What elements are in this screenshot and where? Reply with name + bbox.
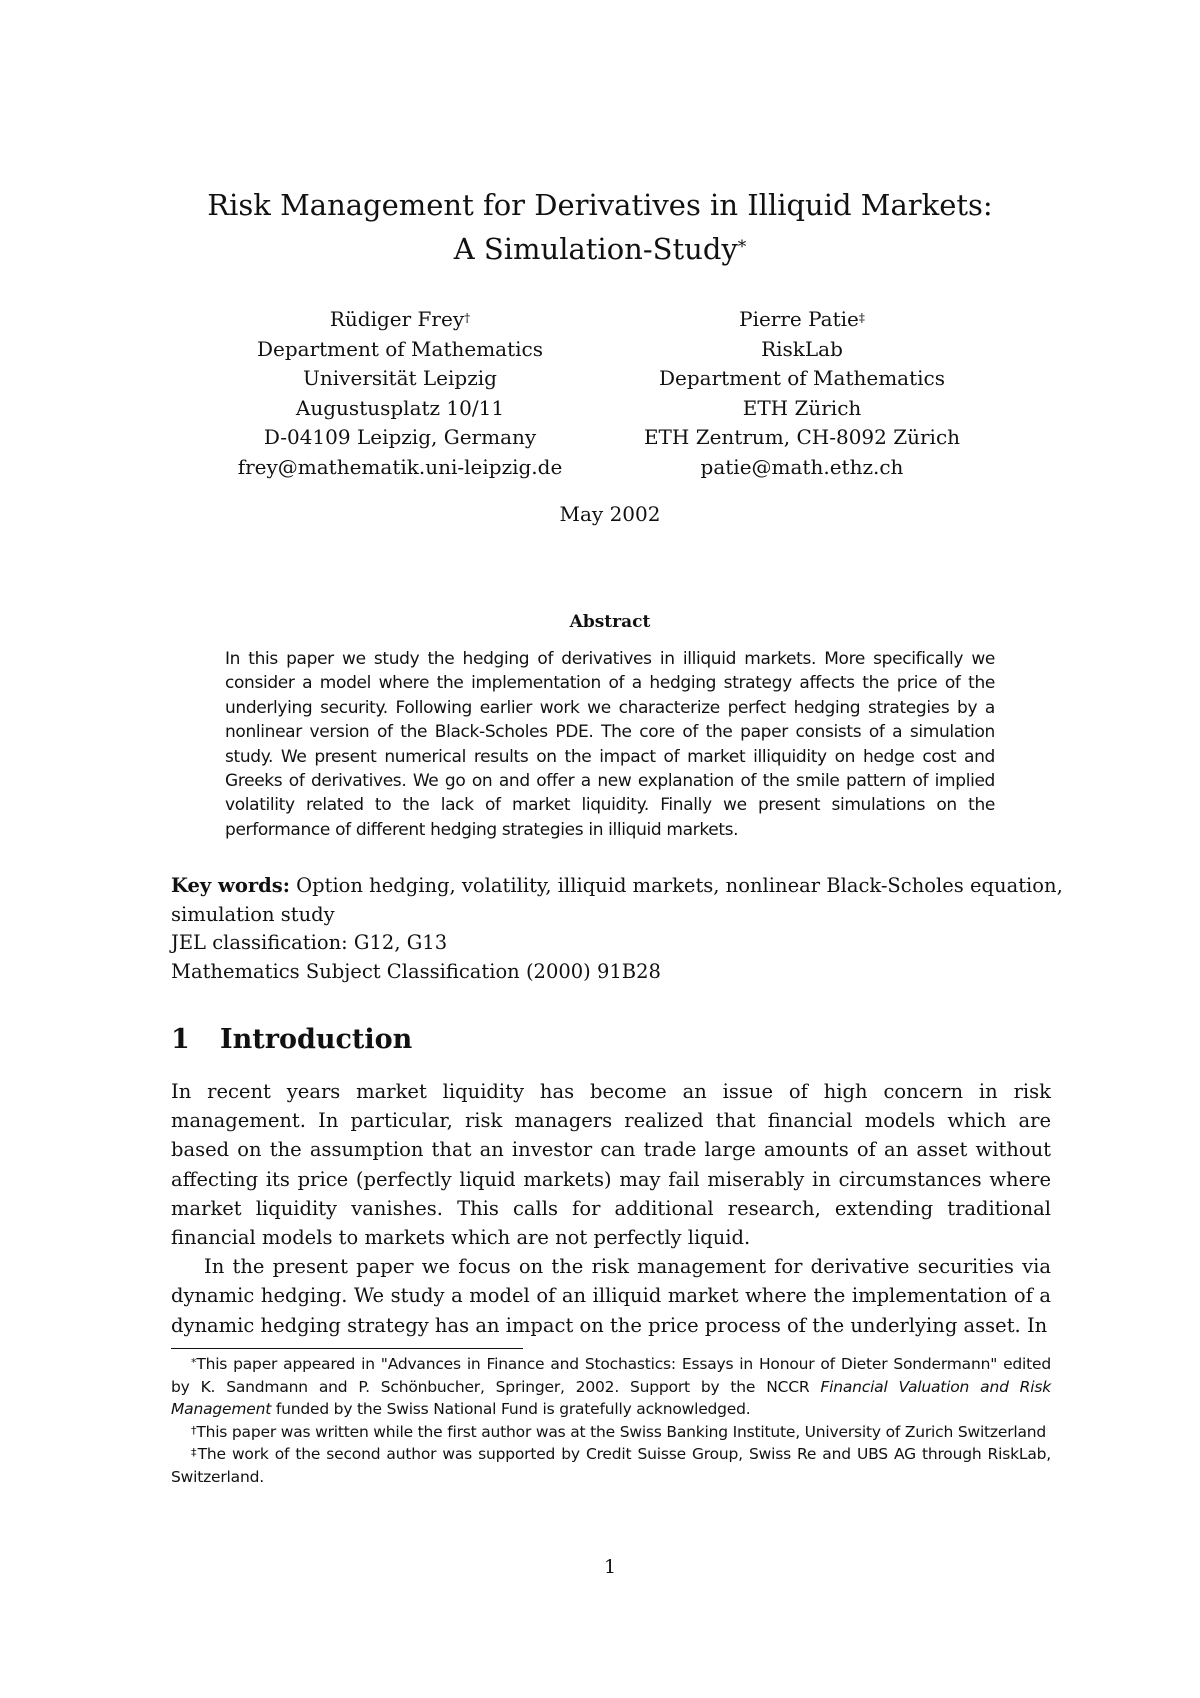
section-heading <box>171 1024 412 1055</box>
title-line-2: A Simulation-Study <box>453 232 738 266</box>
author-name: Pierre Patie <box>739 307 859 331</box>
footnote-text: The work of the second author was supported by Credit Suisse Group, Swiss Re and UBS AG through RiskLab, Switzerland. <box>171 1445 1051 1486</box>
footnote <box>171 1353 1051 1421</box>
jel-classification: JEL classification: G12, G13 <box>171 931 448 954</box>
affiliation-line: D-04109 Leipzig, Germany <box>263 425 537 449</box>
keywords-label: Key words: <box>171 874 290 897</box>
affiliation-line: ETH Zürich <box>742 395 862 420</box>
keywords-block <box>171 872 1063 986</box>
author-block-patie <box>592 305 1012 482</box>
footnote-mark: * <box>191 1356 197 1369</box>
footnote-text: This paper appeared in "Advances in Finance and Stochastics: Essays in Honour of Dieter Sondermann" edited by K. Sandmann and P. Schönbucher, Springer, 2002. Support by the NCCR <box>171 1355 1051 1396</box>
footnote-mark: † <box>191 1423 197 1437</box>
publication-date: May 2002 <box>559 502 661 526</box>
footnote-rule <box>171 1348 523 1349</box>
affiliation-line: RiskLab <box>761 336 843 361</box>
title-line-1: Risk Management for Derivatives in Illiquid Markets: <box>207 188 993 222</box>
title-footnote-mark: * <box>737 237 747 257</box>
body-paragraph: In the present paper we focus on the risk management for derivative securities via dynamic hedging. We study a model of an illiquid market where the implementation of a dynamic hedging strategy has an impact on the price process of the underlying asset. In <box>171 1255 1051 1337</box>
author-footnote-mark: ‡ <box>858 311 865 325</box>
affiliation-line: Department of Mathematics <box>658 366 945 390</box>
footnotes <box>171 1353 1051 1488</box>
affiliation-line: ETH Zentrum, CH-8092 Zürich <box>643 425 961 449</box>
page-number: 1 <box>603 1556 617 1578</box>
affiliation-line: Augustusplatz 10/11 <box>295 395 505 420</box>
footnote-italic-text: Financial Valuation and Risk Management <box>171 1377 1051 1418</box>
keywords-list: Option hedging, volatility, illiquid markets, nonlinear Black-Scholes equation, <box>296 874 1063 897</box>
author-email: frey@mathematik.uni-leipzig.de <box>237 454 563 479</box>
paper-title <box>120 183 1080 271</box>
author-name: Rüdiger Frey <box>329 307 465 331</box>
section-title: Introduction <box>220 1024 413 1055</box>
affiliation-line: Universität Leipzig <box>303 366 497 390</box>
footnote <box>171 1443 1051 1488</box>
section-body <box>171 1077 1051 1340</box>
abstract-heading: Abstract <box>569 612 651 632</box>
author-email: patie@math.ethz.ch <box>700 454 904 479</box>
keywords-line <box>171 872 1063 901</box>
author-block-frey <box>190 305 610 482</box>
author-name-line <box>190 305 610 335</box>
footnote <box>171 1421 1051 1444</box>
footnote-text: funded by the Swiss National Fund is gratefully acknowledged. <box>271 1400 751 1418</box>
affiliation-line: Department of Mathematics <box>256 336 543 361</box>
body-paragraph: In recent years market liquidity has become an issue of high concern in risk management. In particular, risk managers realized that financial models which are based on the assumption that an investor can trade large amounts of an asset without affecting its price (perfectly liquid markets) may fail miserably in circumstances where market liquidity vanishes. This calls for additional research, extending traditional financial models to markets which are not perfectly liquid. <box>171 1080 1051 1250</box>
msc-classification: Mathematics Subject Classification (2000) 91B28 <box>171 959 661 983</box>
footnote-text: This paper was written while the first author was at the Swiss Banking Institute, University of Zurich Switzerland <box>196 1422 1047 1441</box>
section-number: 1 <box>171 1024 190 1055</box>
footnote-mark: ‡ <box>191 1446 198 1459</box>
keywords-continuation: simulation study <box>171 902 335 926</box>
author-name-line <box>592 305 1012 335</box>
abstract-text: In this paper we study the hedging of derivatives in illiquid markets. More specifically we consider a model where the implementation of a hedging strategy affects the price of the underlying security. Following earlier work we characterize perfect hedging strategies by a nonlinear version of the Black-Scholes PDE. The core of the paper consists of a simulation study. We present numerical results on the impact of market illiquidity on hedge cost and Greeks of derivatives. We go on and offer a new explanation of the smile pattern of implied volatility related to the lack of market liquidity. Finally we present simulations on the performance of different hedging strategies in illiquid markets. <box>225 649 995 840</box>
author-footnote-mark: † <box>464 311 471 325</box>
